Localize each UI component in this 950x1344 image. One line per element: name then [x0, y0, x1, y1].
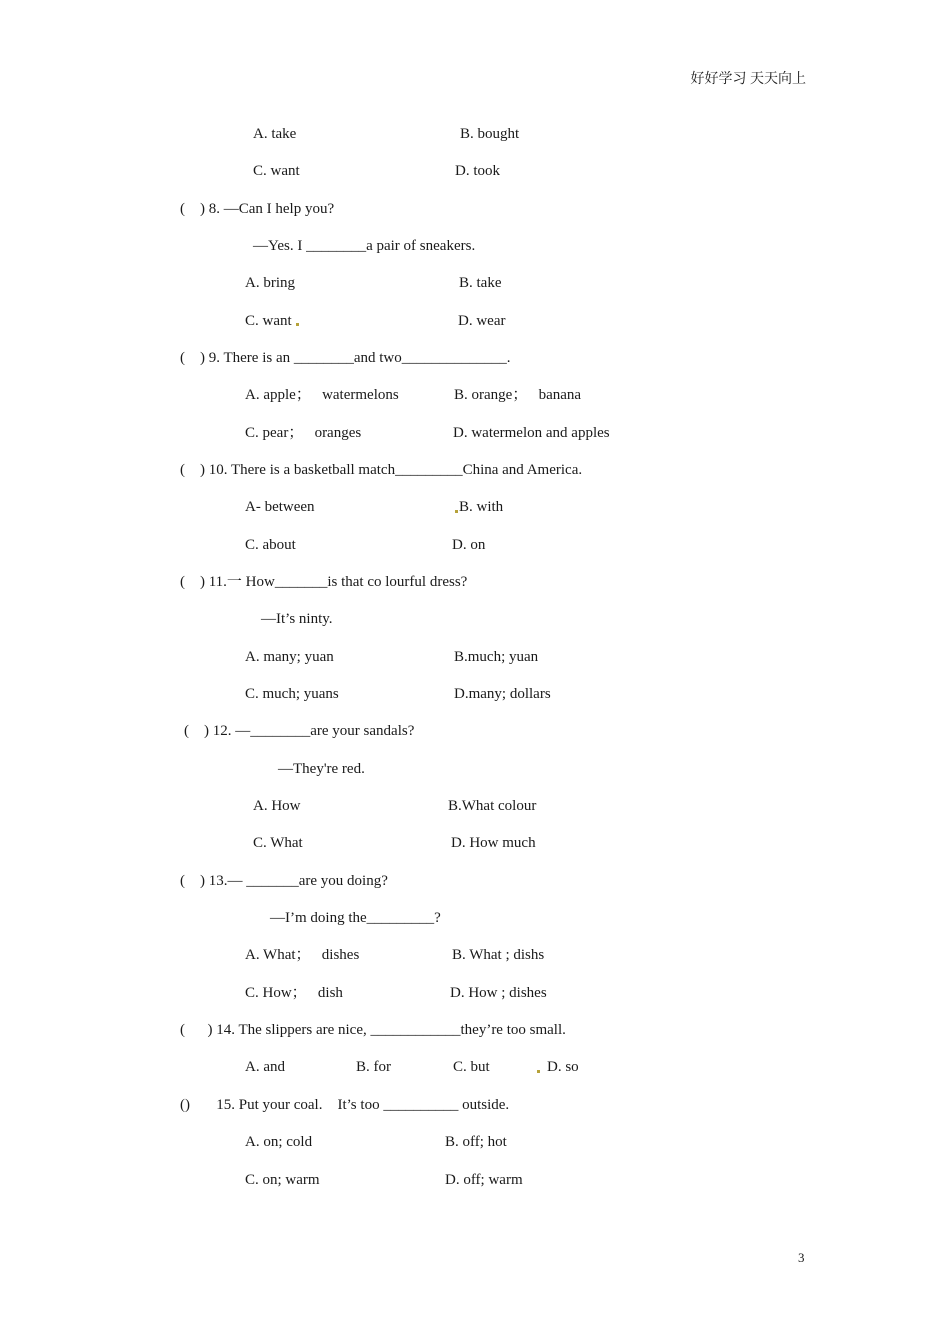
- page-number: 3: [798, 1250, 805, 1265]
- answer-option: D. off; warm: [445, 1172, 523, 1188]
- answer-option: B. off; hot: [445, 1134, 507, 1150]
- answer-option: B. bought: [460, 126, 520, 142]
- dialogue-reply: —It’s ninty.: [261, 611, 333, 627]
- answer-option: A. apple； watermelons: [245, 387, 399, 403]
- answer-option: D. watermelon and apples: [453, 425, 610, 441]
- answer-option: C. on; warm: [245, 1172, 320, 1188]
- question-stem: ( ) 9. There is an ________and two______________.: [180, 350, 511, 366]
- answer-option: D. took: [455, 163, 500, 179]
- answer-option: A. on; cold: [245, 1134, 313, 1150]
- question-stem: ( ) 8. —Can I help you?: [180, 201, 335, 217]
- answer-option: B.much; yuan: [454, 649, 539, 665]
- question-stem: ( ) 10. There is a basketball match_________China and America.: [180, 462, 583, 478]
- dialogue-reply: —Yes. I ________a pair of sneakers.: [253, 238, 476, 254]
- question-stem: ( ) 13.— _______are you doing?: [180, 873, 388, 889]
- answer-option: B. with: [459, 499, 504, 515]
- answer-option: A. many; yuan: [245, 649, 334, 665]
- answer-option: C. but: [453, 1059, 490, 1075]
- answer-option: C. What: [253, 835, 303, 851]
- answer-option: B. orange； banana: [454, 387, 582, 403]
- answer-option: D.many; dollars: [454, 686, 551, 702]
- answer-option: A. and: [245, 1059, 285, 1075]
- answer-option: A. bring: [245, 275, 295, 291]
- ink-speck: [537, 1070, 540, 1073]
- dialogue-reply: —I’m doing the_________?: [270, 910, 441, 926]
- answer-option: B. What ; dishs: [452, 947, 545, 963]
- answer-option: D. How much: [451, 835, 536, 851]
- answer-option: B. for: [356, 1059, 391, 1075]
- answer-option: D. wear: [458, 313, 506, 329]
- answer-option: D. on: [452, 537, 486, 553]
- question-stem: ( ) 11.一 How_______is that co lourful dress?: [180, 574, 468, 590]
- answer-option: C. pear； oranges: [245, 425, 362, 441]
- answer-option: C. want: [245, 313, 292, 329]
- ink-speck: [296, 323, 299, 326]
- question-stem: () 15. Put your coal. It’s too __________ outside.: [180, 1097, 510, 1113]
- answer-option: D. How ; dishes: [450, 985, 547, 1001]
- answer-option: B.What colour: [448, 798, 537, 814]
- answer-option: A. How: [253, 798, 301, 814]
- answer-option: C. want: [253, 163, 300, 179]
- dialogue-reply: —They're red.: [278, 761, 365, 777]
- answer-option: C. about: [245, 537, 296, 553]
- question-stem: ( ) 14. The slippers are nice, ____________they’re too small.: [180, 1022, 566, 1038]
- answer-option: A- between: [245, 499, 315, 515]
- ink-speck: [455, 510, 458, 513]
- answer-option: A. take: [253, 126, 297, 142]
- answer-option: B. take: [459, 275, 502, 291]
- answer-option: D. so: [547, 1059, 579, 1075]
- answer-option: C. How； dish: [245, 985, 343, 1001]
- answer-option: A. What； dishes: [245, 947, 360, 963]
- answer-option: C. much; yuans: [245, 686, 339, 702]
- question-stem: ( ) 12. —________are your sandals?: [184, 723, 415, 739]
- page-header: 好好学习 天天向上: [690, 72, 806, 87]
